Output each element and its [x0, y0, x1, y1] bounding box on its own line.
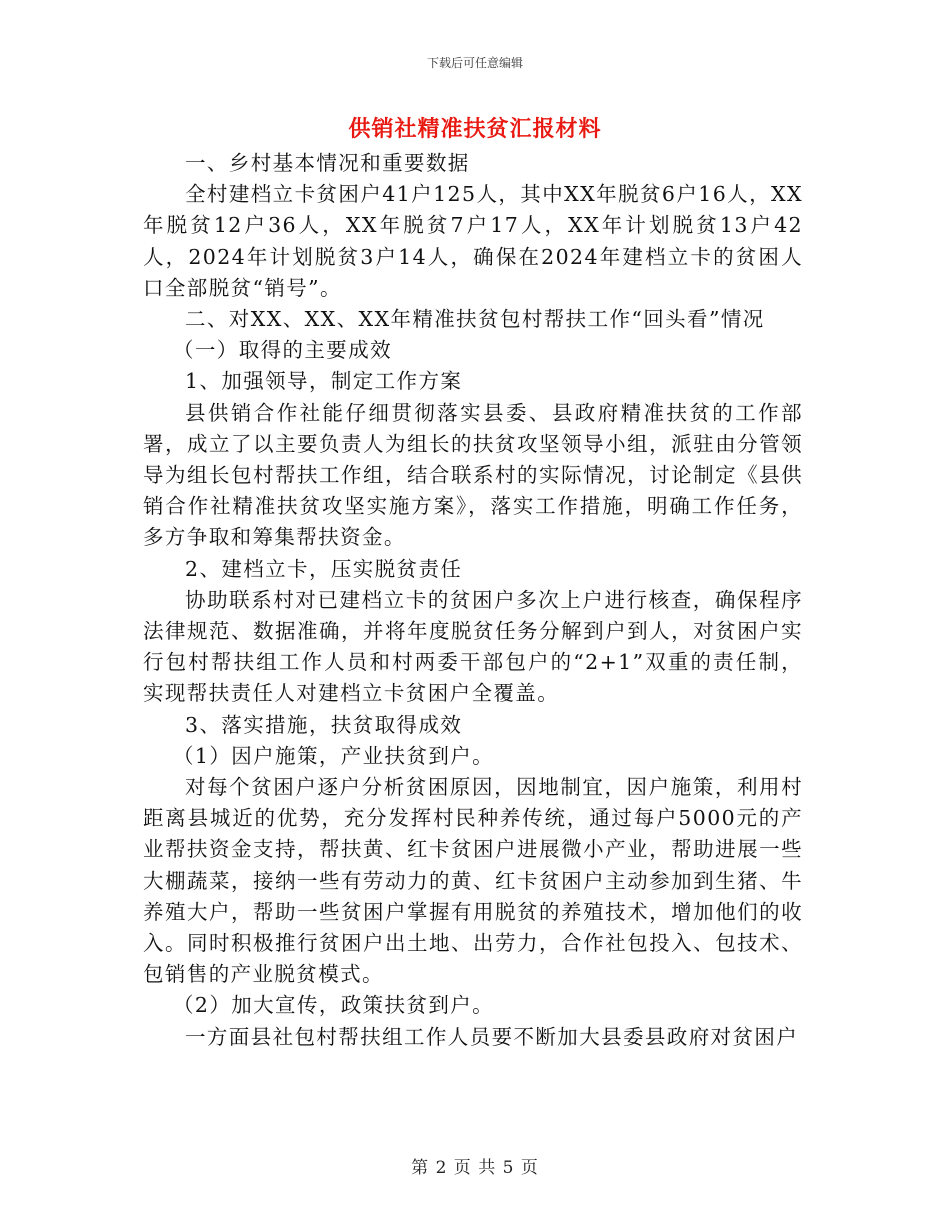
subitem-heading: （2）加大宣传，政策扶贫到户。 [173, 993, 495, 1018]
item-heading: 2、建档立卡，压实脱贫责任 [185, 556, 463, 581]
body-paragraph: 全村建档立卡贫困户41户125人，其中XX年脱贫6户16人，XX年脱贫12户36人，XX年脱贫7户17人，XX年计划脱贫13户42人，2024年计划脱贫3户14人，确保在2024年建档立卡的贫困人口全部脱贫“销号”。 [143, 182, 803, 300]
item-heading: 1、加强领导，制定工作方案 [185, 369, 463, 394]
page-number: 第 2 页 共 5 页 [411, 1158, 539, 1178]
document-body [143, 148, 803, 1053]
body-paragraph: 对每个贫困户逐户分析贫困原因，因地制宜，因户施策，利用村距离县城近的优势，充分发挥村民种养传统，通过每户5000元的产业帮扶资金支持，帮扶黄、红卡贫困户进展微小产业，帮助进展一些大棚蔬菜，接纳一些有劳动力的黄、红卡贫困户主动参加到生猪、牛养殖大户，帮助一些贫困户掌握有用脱贫的养殖技术，增加他们的收入。同时积极推行贫困户出土地、出劳力，合作社包投入、包技术、包销售的产业脱贫模式。 [143, 775, 803, 987]
body-paragraph: 一方面县社包村帮扶组工作人员要不断加大县委县政府对贫困户 [185, 1024, 799, 1049]
section-heading: 一、乡村基本情况和重要数据 [185, 151, 470, 175]
body-paragraph: 县供销合作社能仔细贯彻落实县委、县政府精准扶贫的工作部署，成立了以主要负责人为组长的扶贫攻坚领导小组，派驻由分管领导为组长包村帮扶工作组，结合联系村的实际情况，讨论制定《县供销合作社精准扶贫攻坚实施方案》，落实工作措施，明确工作任务，多方争取和筹集帮扶资金。 [143, 400, 803, 550]
subitem-heading: （1）因户施策，产业扶贫到户。 [173, 743, 495, 768]
section-heading: 二、对XX、XX、XX年精准扶贫包村帮扶工作“回头看”情况 [185, 307, 765, 332]
document-title: 供销社精准扶贫汇报材料 [348, 116, 602, 142]
item-heading: 3、落实措施，扶贫取得成效 [185, 712, 463, 737]
body-paragraph: 协助联系村对已建档立卡的贫困户多次上户进行核查，确保程序法律规范、数据准确，并将年度脱贫任务分解到户到人，对贫困户实行包村帮扶组工作人员和村两委干部包户的“2+1”双重的责任制，实现帮扶责任人对建档立卡贫困户全覆盖。 [143, 587, 803, 706]
subsection-heading: （一）取得的主要成效 [173, 338, 392, 363]
download-note: 下载后可任意编辑 [426, 56, 523, 70]
